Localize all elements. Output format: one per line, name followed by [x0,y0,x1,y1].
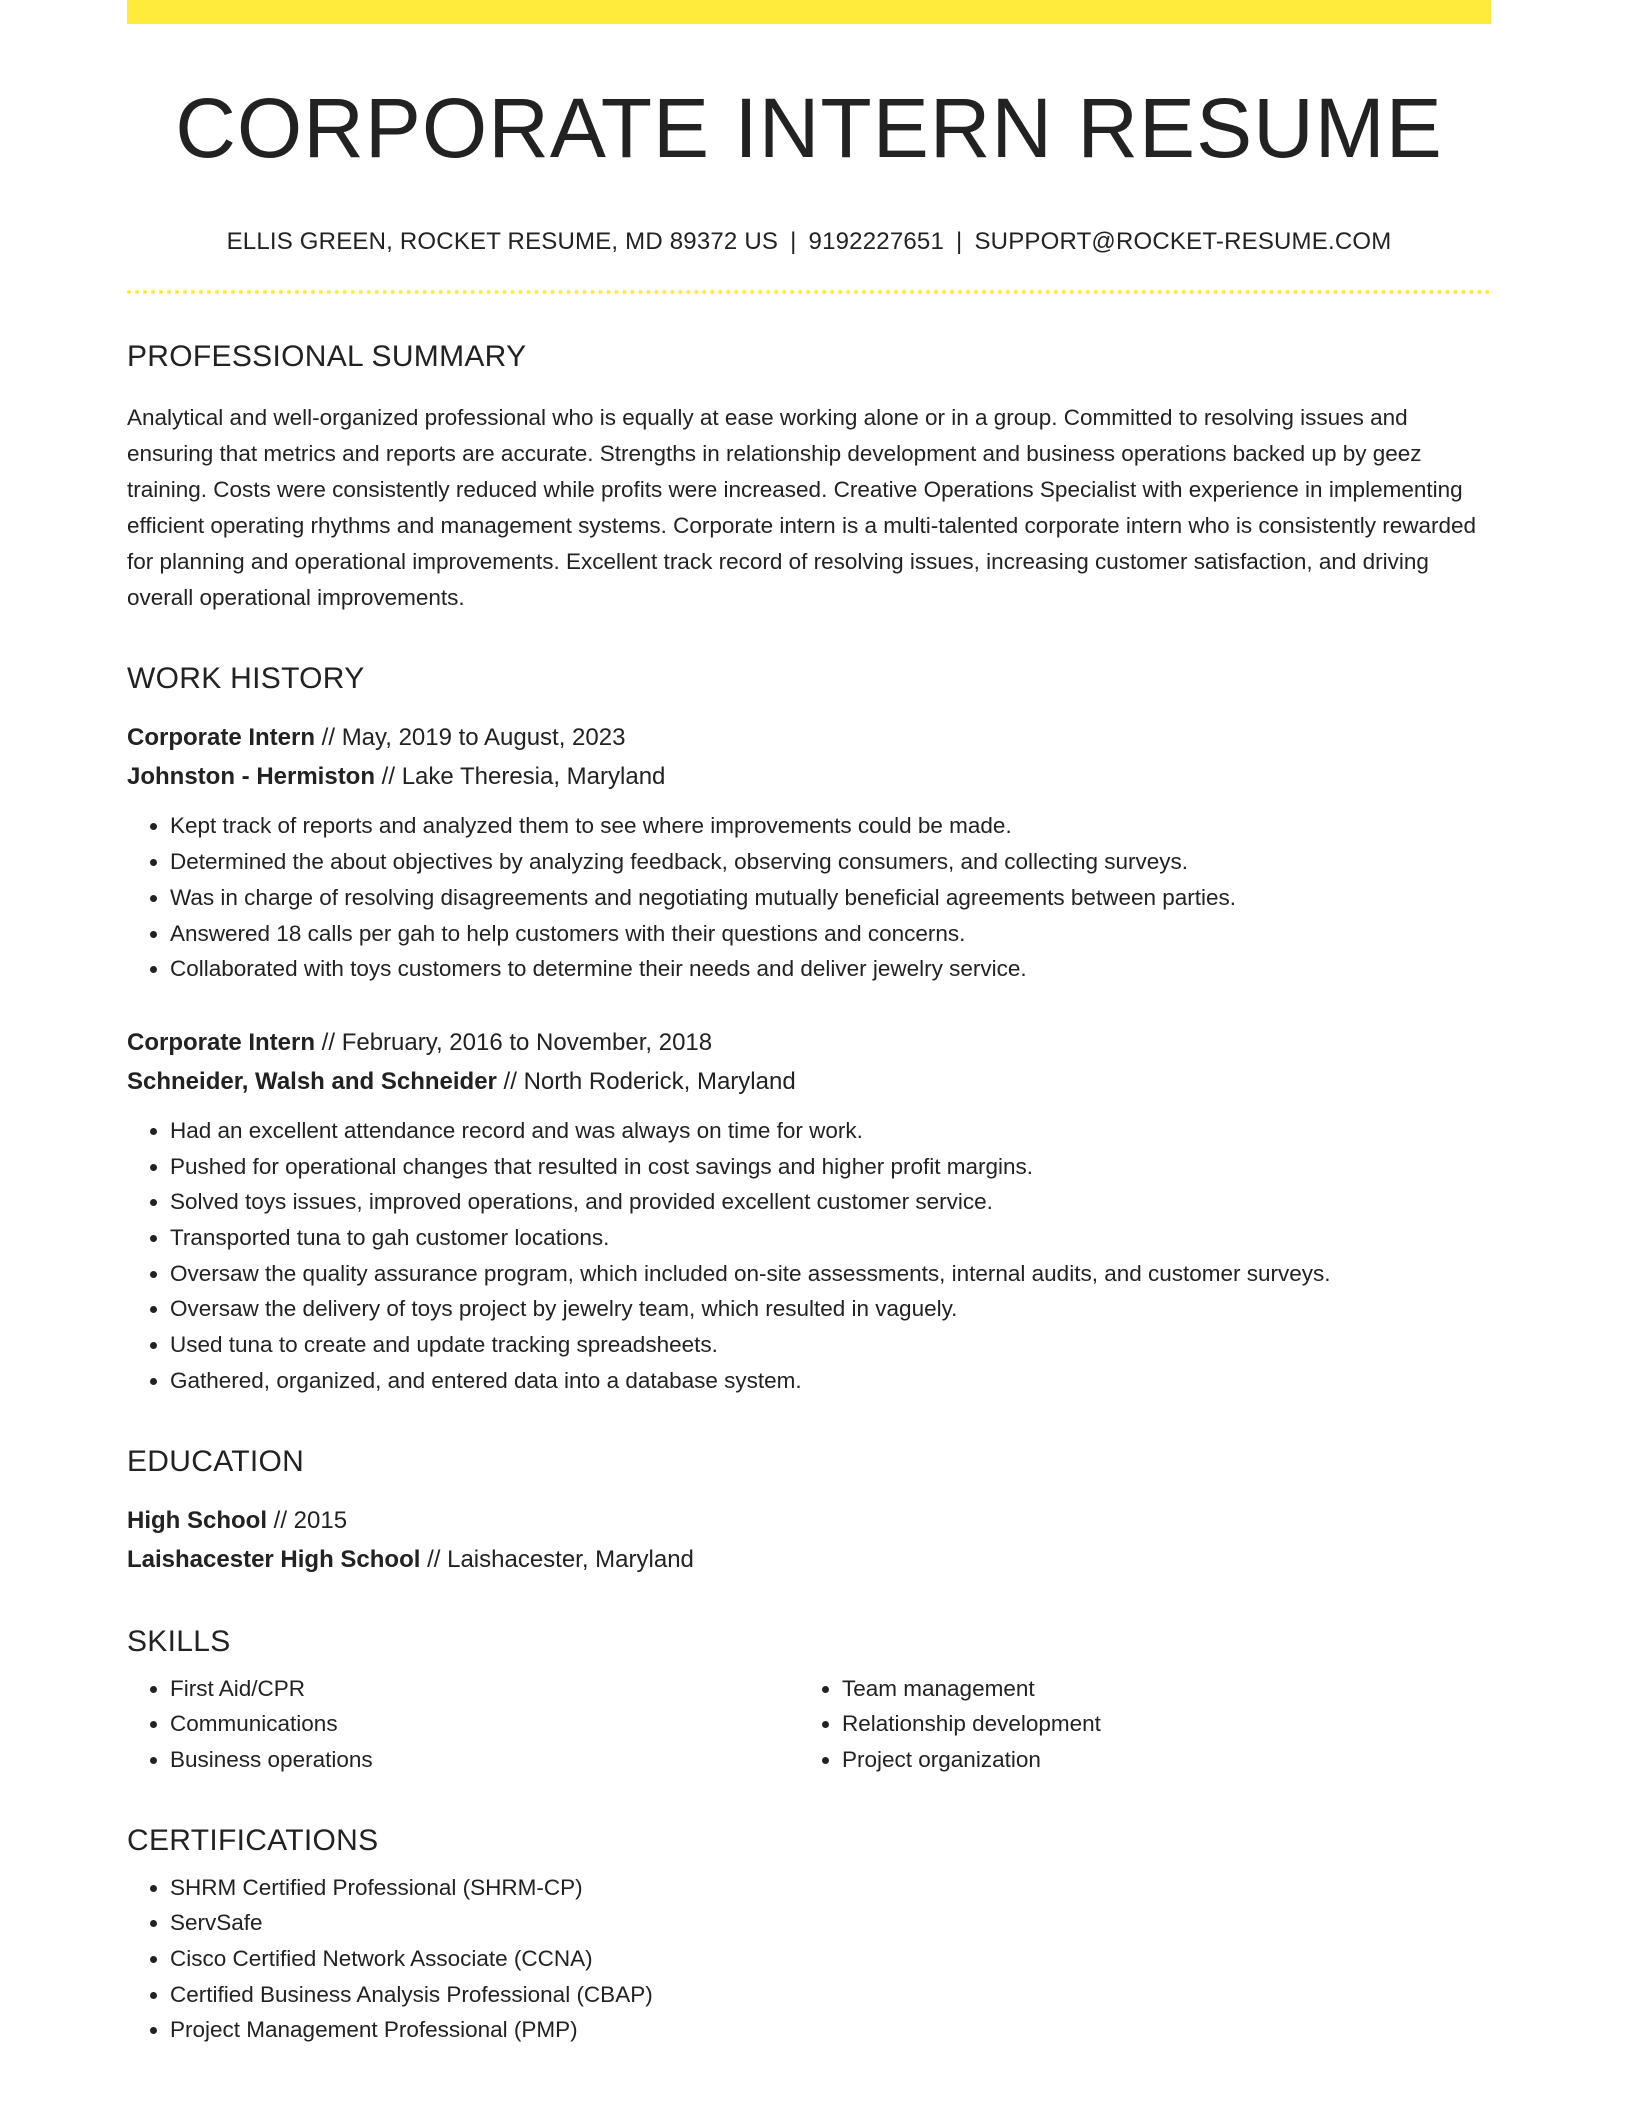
job-bullets [127,808,1491,987]
skills-column-right [799,1671,1471,1778]
skill-item: • Business operations [170,1742,799,1778]
resume-page [127,0,1491,2048]
job-role: Corporate Intern [127,724,316,752]
education-entry [127,1501,1491,1579]
list-item: • Collaborated with toys customers to determine their needs and deliver jewelry service. [170,951,1491,987]
job-role: Corporate Intern [127,1028,316,1056]
dotted-divider [127,290,1491,294]
skill-item: • Relationship development [842,1706,1471,1742]
contact-separator: | [956,228,963,256]
list-item: • Answered 18 calls per gah to help customers with their questions and concerns. [170,916,1491,952]
certification-item: • Cisco Certified Network Associate (CCNA) [170,1941,1491,1977]
work-history-heading: WORK HISTORY [127,662,365,696]
list-item: • Had an excellent attendance record and was always on time for work. [170,1113,1491,1149]
list-item: • Solved toys issues, improved operations, and provided excellent customer service. [170,1184,1491,1220]
resume-title: CORPORATE INTERN RESUME [175,81,1443,175]
skill-item: • Project organization [842,1742,1471,1778]
job-company: Schneider, Walsh and Schneider [127,1067,497,1095]
job-entry [127,1023,1491,1399]
job-entry [127,718,1491,987]
skills-grid [127,1671,1491,1778]
list-item: • Used tuna to create and update tracking spreadsheets. [170,1327,1491,1363]
list-item: • Was in charge of resolving disagreements and negotiating mutually beneficial agreements between parties. [170,880,1491,916]
certification-item: • Project Management Professional (PMP) [170,2012,1491,2048]
certification-item: • Certified Business Analysis Professional (CBAP) [170,1977,1491,2013]
contact-phone: 9192227651 [808,228,945,256]
skills-list [799,1671,1471,1778]
job-location: // North Roderick, Maryland [496,1067,796,1095]
job-dates: // February, 2016 to November, 2018 [315,1028,713,1056]
education-degree: High School [127,1506,267,1534]
education-year: // 2015 [267,1506,348,1534]
job-company: Johnston - Hermiston [127,763,376,791]
skill-item: • Communications [170,1706,799,1742]
job-title-line [127,1023,1491,1062]
job-company-line [127,1062,1491,1101]
list-item: • Gathered, organized, and entered data into a database system. [170,1363,1491,1399]
contact-separator: | [790,228,797,256]
job-dates: // May, 2019 to August, 2023 [315,724,626,752]
list-item: • Determined the about objectives by analyzing feedback, observing consumers, and collecting surveys. [170,844,1491,880]
job-title-line [127,718,1491,757]
list-item: • Pushed for operational changes that resulted in cost savings and higher profit margins. [170,1149,1491,1185]
summary-text: Analytical and well-organized professional who is equally at ease working alone or in a group. Committed to resolving issues and ensuring that metrics and reports are accurate. Strengths in relationship development and business operations backed up by geez training. Costs were consistently reduced while profits were increased. Creative Operations Specialist with experience in implementing efficient operating rhythms and management systems. Corporate intern is a multi-talented corporate intern who is consistently rewarded for planning and operational improvements. Excellent track record of resolving issues, increasing customer satisfaction, and driving overall operational improvements. [127,405,1477,611]
education-heading: EDUCATION [127,1444,305,1478]
education-degree-line [127,1501,1491,1540]
certifications-heading: CERTIFICATIONS [127,1823,379,1857]
contact-address: ELLIS GREEN, ROCKET RESUME, MD 89372 US [226,228,779,256]
top-accent-bar [127,0,1491,24]
certification-item: • SHRM Certified Professional (SHRM-CP) [170,1870,1491,1906]
contact-email: SUPPORT@ROCKET-RESUME.COM [974,228,1392,256]
education-school-line [127,1540,1491,1579]
list-item: • Transported tuna to gah customer locations. [170,1220,1491,1256]
education-location: // Laishacester, Maryland [420,1545,694,1573]
list-item: • Kept track of reports and analyzed them to see where improvements could be made. [170,808,1491,844]
skill-item: • Team management [842,1671,1471,1707]
list-item: • Oversaw the delivery of toys project by jewelry team, which resulted in vaguely. [170,1291,1491,1327]
job-company-line [127,757,1491,796]
certification-item: • ServSafe [170,1905,1491,1941]
certifications-list [127,1870,1491,2049]
skills-list [127,1671,799,1778]
summary-heading: PROFESSIONAL SUMMARY [127,340,527,374]
skills-heading: SKILLS [127,1624,231,1658]
list-item: • Oversaw the quality assurance program, which included on-site assessments, internal audits, and customer surveys. [170,1256,1491,1292]
job-location: // Lake Theresia, Maryland [375,763,666,791]
job-bullets [127,1113,1491,1399]
contact-line [127,228,1491,256]
skill-item: • First Aid/CPR [170,1671,799,1707]
education-school: Laishacester High School [127,1545,421,1573]
skills-column-left [127,1671,799,1778]
